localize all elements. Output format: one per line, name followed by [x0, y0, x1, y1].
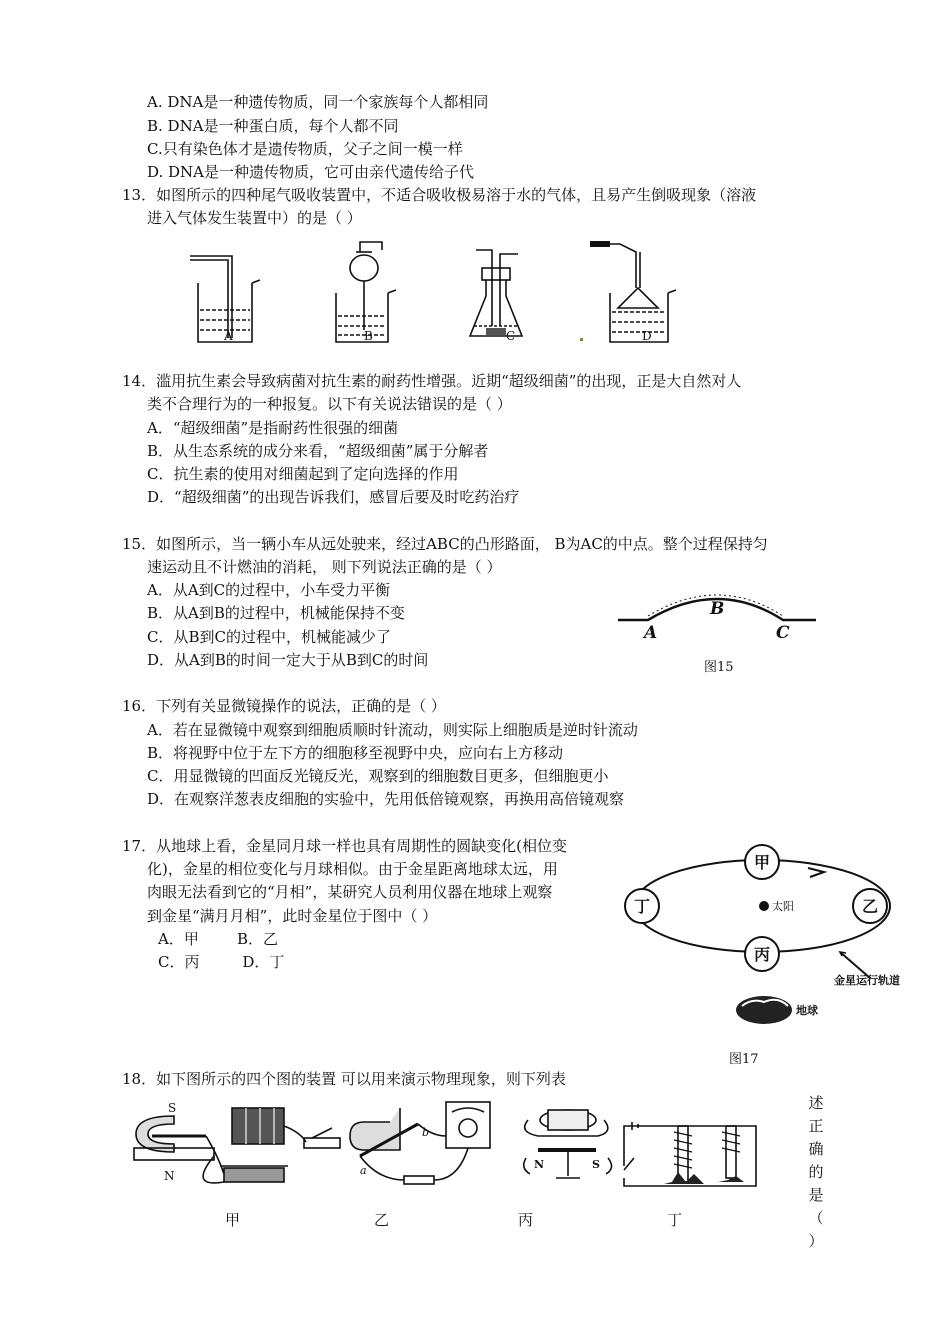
q18-vertical-char: 的	[808, 1163, 824, 1181]
q15-label-c: C	[776, 623, 790, 643]
q15-option-a: A．从A到C的过程中，小车受力平衡	[147, 581, 391, 599]
q18-stem-line1: 18．如下图所示的四个图的装置 可以用来演示物理现象，则下列表	[122, 1070, 566, 1088]
q15-stem-line2: 速运动且不计燃油的消耗， 则下列说法正确的是（ ）	[147, 558, 502, 576]
q18-caption-ding: 丁	[667, 1211, 683, 1229]
q18-caption-yi: 乙	[374, 1211, 390, 1229]
q13-label-b: B	[364, 329, 373, 343]
q15-stem-line1: 15．如图所示，当一辆小车从远处驶来，经过ABC的凸形路面， B为AC的中点。整个过程保持匀	[122, 535, 768, 553]
q15-road-figure	[618, 586, 818, 642]
q17-stem-line1: 17．从地球上看，金星同月球一样也具有周期性的圆缺变化(相位变	[122, 837, 567, 855]
q17-orbit-label: 金星运行轨道	[834, 974, 900, 987]
q18-vertical-char: 述	[808, 1094, 824, 1112]
sun-icon	[759, 901, 769, 911]
q17-figure-caption: 图17	[729, 1052, 759, 1067]
q13-stem-line2: 进入气体发生装置中）的是（ ）	[147, 209, 362, 227]
q12-option-d: D. DNA是一种遗传物质，它可由亲代遗传给子代	[147, 163, 475, 181]
q17-label-ding: 丁	[633, 897, 651, 916]
q17-label-jia: 甲	[753, 853, 771, 872]
q15-option-c: C．从B到C的过程中，机械能减少了	[147, 628, 391, 646]
q18-vertical-char: 正	[808, 1117, 824, 1135]
q18-letter-s2: S	[592, 1158, 600, 1171]
q18-caption-jia: 甲	[225, 1211, 241, 1229]
q18-vertical-text	[806, 1092, 826, 1253]
q18-apparatus-figure	[128, 1096, 768, 1200]
q14-option-b: B．从生态系统的成分来看，“超级细菌”属于分解者	[147, 442, 489, 460]
q17-stem-line4: 到金星“满月月相”，此时金星位于图中（ ）	[147, 907, 438, 925]
q13-label-d: D	[642, 329, 652, 343]
q15-label-a: A	[644, 623, 658, 643]
q16-option-d: D．在观察洋葱表皮细胞的实验中，先用低倍镜观察，再换用高倍镜观察	[147, 790, 625, 808]
q15-figure-caption: 图15	[704, 660, 734, 675]
q13-apparatus-figure	[180, 238, 680, 350]
q17-label-yi: 乙	[861, 897, 879, 916]
q17-label-bing: 丙	[753, 945, 771, 964]
q18-vertical-char: ）	[808, 1232, 824, 1250]
q16-option-a: A．若在显微镜中观察到细胞质顺时针流动，则实际上细胞质是逆时针流动	[147, 721, 638, 739]
q14-stem-line1: 14．滥用抗生素会导致病菌对抗生素的耐药性增强。近期“超级细菌”的出现，正是大自然对人	[122, 372, 742, 390]
q12-option-a: A. DNA是一种遗传物质，同一个家族每个人都相同	[147, 93, 489, 111]
q18-caption-bing: 丙	[518, 1211, 534, 1229]
q17-stem-line2: 化)，金星的相位变化与月球相似。由于金星距离地球太远，用	[147, 860, 558, 878]
q14-stem-line2: 类不合理行为的一种报复。以下有关说法错误的是（ ）	[147, 395, 512, 413]
q13-label-a: A	[224, 329, 233, 343]
q13-stem-line1: 13．如图所示的四种尾气吸收装置中，不适合吸收极易溶于水的气体，且易产生倒吸现象（溶液	[122, 186, 757, 204]
q13-label-c: C	[506, 329, 516, 343]
q17-stem-line3: 肉眼无法看到它的“月相”，某研究人员利用仪器在地球上观察	[147, 883, 553, 901]
q14-option-c: C．抗生素的使用对细菌起到了定向选择的作用	[147, 465, 459, 483]
q18-letter-a: a	[360, 1164, 367, 1177]
q14-option-a: A．“超级细菌”是指耐药性很强的细菌	[147, 419, 399, 437]
q17-options-row1: A．甲 B．乙	[158, 930, 279, 948]
q16-stem: 16．下列有关显微镜操作的说法，正确的是（ ）	[122, 697, 446, 715]
q15-option-d: D．从A到B的时间一定大于从B到C的时间	[147, 651, 429, 669]
q15-option-b: B．从A到B的过程中，机械能保持不变	[147, 604, 405, 622]
q17-orbit-figure	[612, 846, 932, 1026]
q17-sun-label: 太阳	[772, 900, 794, 913]
q16-option-b: B．将视野中位于左下方的细胞移至视野中央，应向右上方移动	[147, 744, 564, 762]
q18-letter-n2: N	[534, 1158, 545, 1171]
q17-options-row2: C．丙 D．丁	[158, 953, 285, 971]
q18-letter-b: b	[422, 1126, 430, 1139]
q15-label-b: B	[710, 599, 725, 619]
q12-option-b: B. DNA是一种蛋白质，每个人都不同	[147, 117, 399, 135]
q12-option-c: C.只有染色体才是遗传物质，父子之间一模一样	[147, 140, 463, 158]
q16-option-c: C．用显微镜的凹面反光镜反光，观察到的细胞数目更多，但细胞更小	[147, 767, 609, 785]
q18-vertical-char: （	[808, 1209, 824, 1227]
q18-vertical-char: 是	[808, 1186, 824, 1204]
q18-letter-s1: S	[168, 1101, 177, 1115]
q17-earth-label: 地球	[796, 1004, 818, 1017]
q18-letter-n1: N	[164, 1169, 175, 1183]
q14-option-d: D．“超级细菌”的出现告诉我们，感冒后要及时吃药治疗	[147, 488, 520, 506]
q18-vertical-char: 确	[808, 1140, 824, 1158]
earth-icon	[736, 996, 792, 1024]
